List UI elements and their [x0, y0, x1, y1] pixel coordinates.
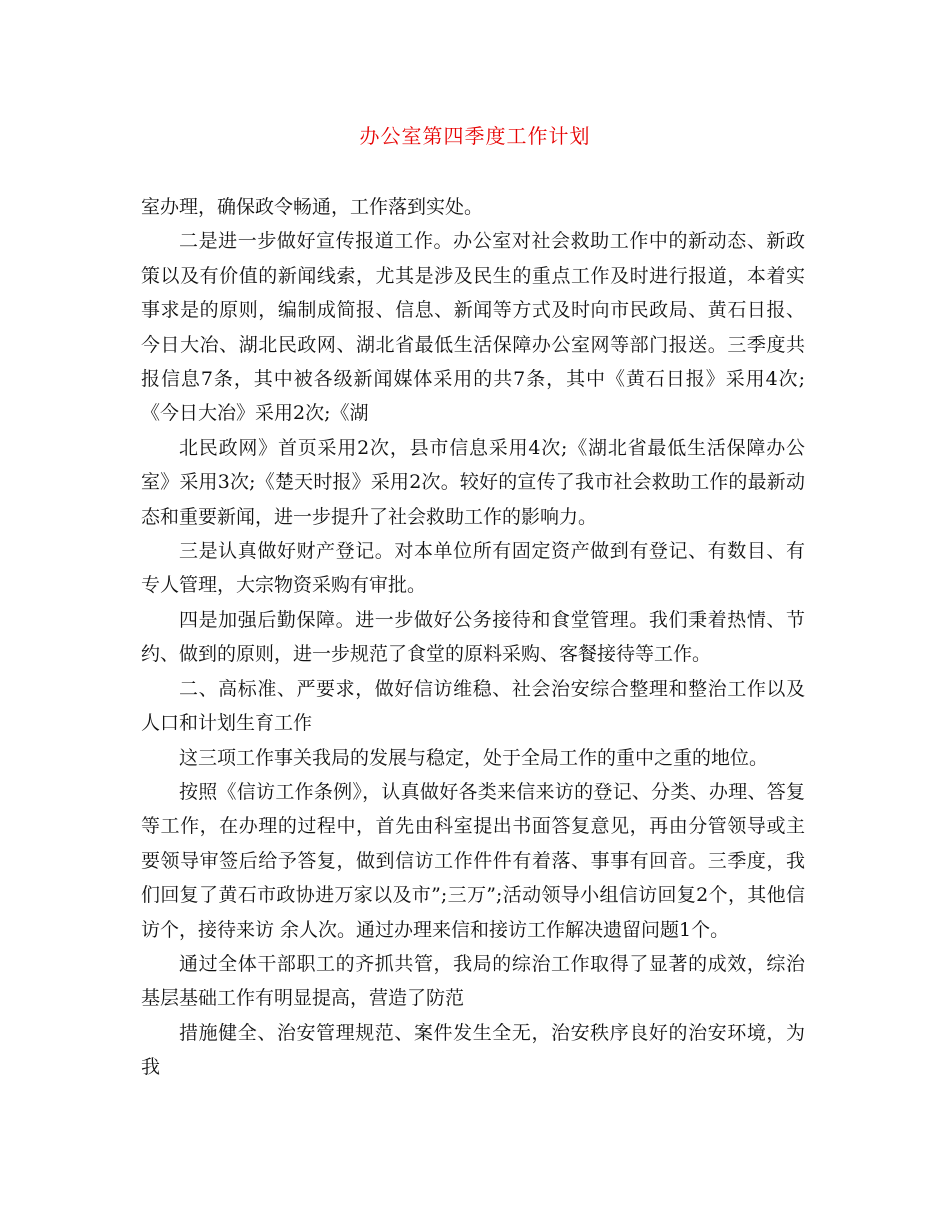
paragraph: 室办理，确保政令畅通，工作落到实处。 — [141, 196, 484, 218]
paragraph: 三是认真做好财产登记。对本单位所有固定资产做到有登记、有数目、有专人管理，大宗物资采购有审批。 — [141, 540, 805, 597]
paragraph: 措施健全、治安管理规范、案件发生全无，治安秩序良好的治安环境，为我 — [141, 1021, 805, 1079]
paragraph: 二、高标准、严要求，做好信访维稳、社会治安综合整理和整治工作以及人口和计划生育工作 — [141, 677, 805, 735]
paragraph: 这三项工作事关我局的发展与稳定，处于全局工作的重中之重的地位。 — [179, 746, 769, 769]
document-body — [141, 190, 805, 1085]
paragraph: 按照《信访工作条例》，认真做好各类来信来访的登记、分类、办理、答复等工作，在办理的过程中，首先由科室提出书面答复意见，再由分管领导或主要领导审签后给予答复，做到信访工作件件有着落、事事有回音。三季度，我们回复了黄石市政协进万家以及市”;三万”;活动领导小组信访回复2个，其他信访个，接待来访 余人次。通过办理来信和接访工作解决遗留问题1个。 — [141, 780, 805, 941]
paragraph: 北民政网》首页采用2次，县市信息采用4次;《湖北省最低生活保障办公室》采用3次;《楚天时报》采用2次。较好的宣传了我市社会救助工作的最新动态和重要新闻，进一步提升了社会救助工作的影响力。 — [141, 436, 805, 528]
paragraph: 通过全体干部职工的齐抓共管，我局的综治工作取得了显著的成效，综治基层基础工作有明显提高，营造了防范 — [141, 952, 805, 1010]
paragraph: 二是进一步做好宣传报道工作。办公室对社会救助工作中的新动态、新政策以及有价值的新闻线索，尤其是涉及民生的重点工作及时进行报道，本着实事求是的原则，编制成简报、信息、新闻等方式及时向市民政局、黄石日报、今日大冶、湖北民政网、湖北省最低生活保障办公室网等部门报送。三季度共报信息7条，其中被各级新闻媒体采用的共7条，其中《黄石日报》采用4次;《今日大冶》采用2次;《湖 — [141, 230, 805, 425]
paragraph: 四是加强后勤保障。进一步做好公务接待和食堂管理。我们秉着热情、节约、做到的原则，进一步规范了食堂的原料采购、客餐接待等工作。 — [141, 608, 805, 666]
document-title: 办公室第四季度工作计划 — [359, 124, 591, 148]
